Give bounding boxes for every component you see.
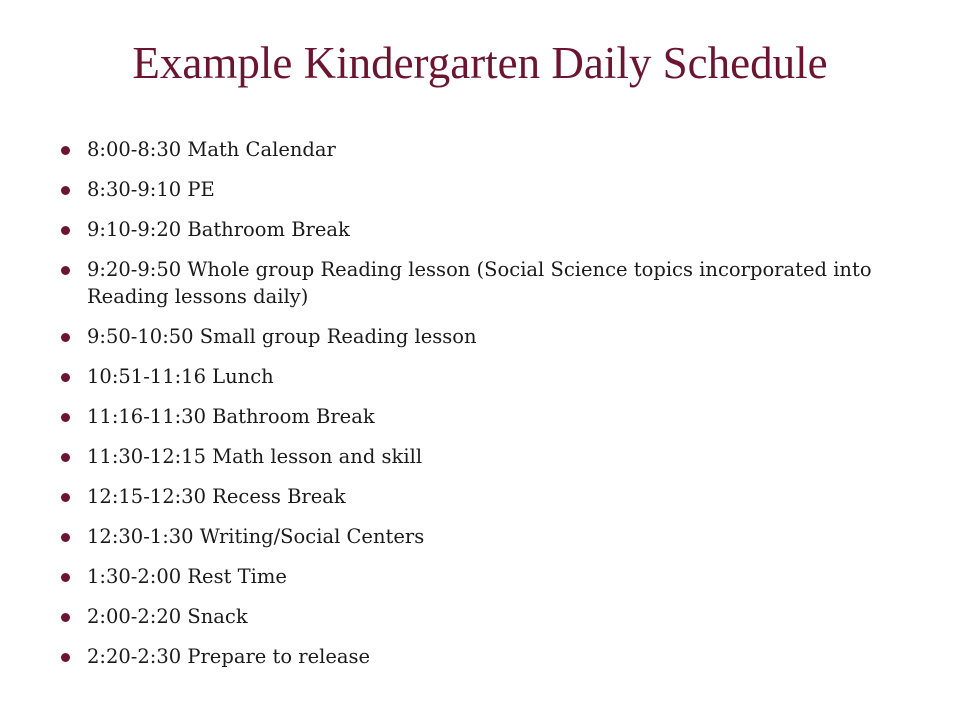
slide-title: Example Kindergarten Daily Schedule	[132, 38, 828, 88]
bullet-icon	[61, 533, 70, 542]
bullet-icon	[61, 266, 70, 275]
schedule-item	[61, 216, 881, 243]
schedule-item	[61, 403, 881, 430]
schedule-item	[61, 363, 881, 390]
schedule-item-text: 8:00-8:30 Math Calendar	[87, 138, 336, 161]
schedule-item-text: 9:20-9:50 Whole group Reading lesson (Social Science topics incorporated into Reading lessons daily)	[87, 258, 872, 308]
bullet-icon	[61, 653, 70, 662]
schedule-item-text: 12:30-1:30 Writing/Social Centers	[87, 525, 425, 548]
schedule-list	[61, 136, 881, 683]
schedule-item-text: 11:30-12:15 Math lesson and skill	[87, 445, 423, 468]
schedule-item-text: 9:10-9:20 Bathroom Break	[87, 218, 350, 241]
bullet-icon	[61, 493, 70, 502]
schedule-item	[61, 603, 881, 630]
bullet-icon	[61, 186, 70, 195]
bullet-icon	[61, 146, 70, 155]
bullet-icon	[61, 413, 70, 422]
schedule-item-text: 11:16-11:30 Bathroom Break	[87, 405, 375, 428]
schedule-item-text: 2:20-2:30 Prepare to release	[87, 645, 371, 668]
schedule-item-text: 2:00-2:20 Snack	[87, 605, 248, 628]
schedule-item	[61, 523, 881, 550]
schedule-item-text: 1:30-2:00 Rest Time	[87, 565, 287, 588]
schedule-item	[61, 563, 881, 590]
schedule-item-text: 10:51-11:16 Lunch	[87, 365, 274, 388]
schedule-item-text: 8:30-9:10 PE	[87, 178, 215, 201]
schedule-item-text: 9:50-10:50 Small group Reading lesson	[87, 325, 477, 348]
schedule-item	[61, 136, 881, 163]
bullet-icon	[61, 453, 70, 462]
schedule-item	[61, 176, 881, 203]
bullet-icon	[61, 226, 70, 235]
bullet-icon	[61, 373, 70, 382]
schedule-item	[61, 256, 881, 310]
schedule-item	[61, 643, 881, 670]
schedule-item	[61, 483, 881, 510]
bullet-icon	[61, 333, 70, 342]
bullet-icon	[61, 573, 70, 582]
bullet-icon	[61, 613, 70, 622]
schedule-item	[61, 443, 881, 470]
schedule-item	[61, 323, 881, 350]
schedule-item-text: 12:15-12:30 Recess Break	[87, 485, 346, 508]
